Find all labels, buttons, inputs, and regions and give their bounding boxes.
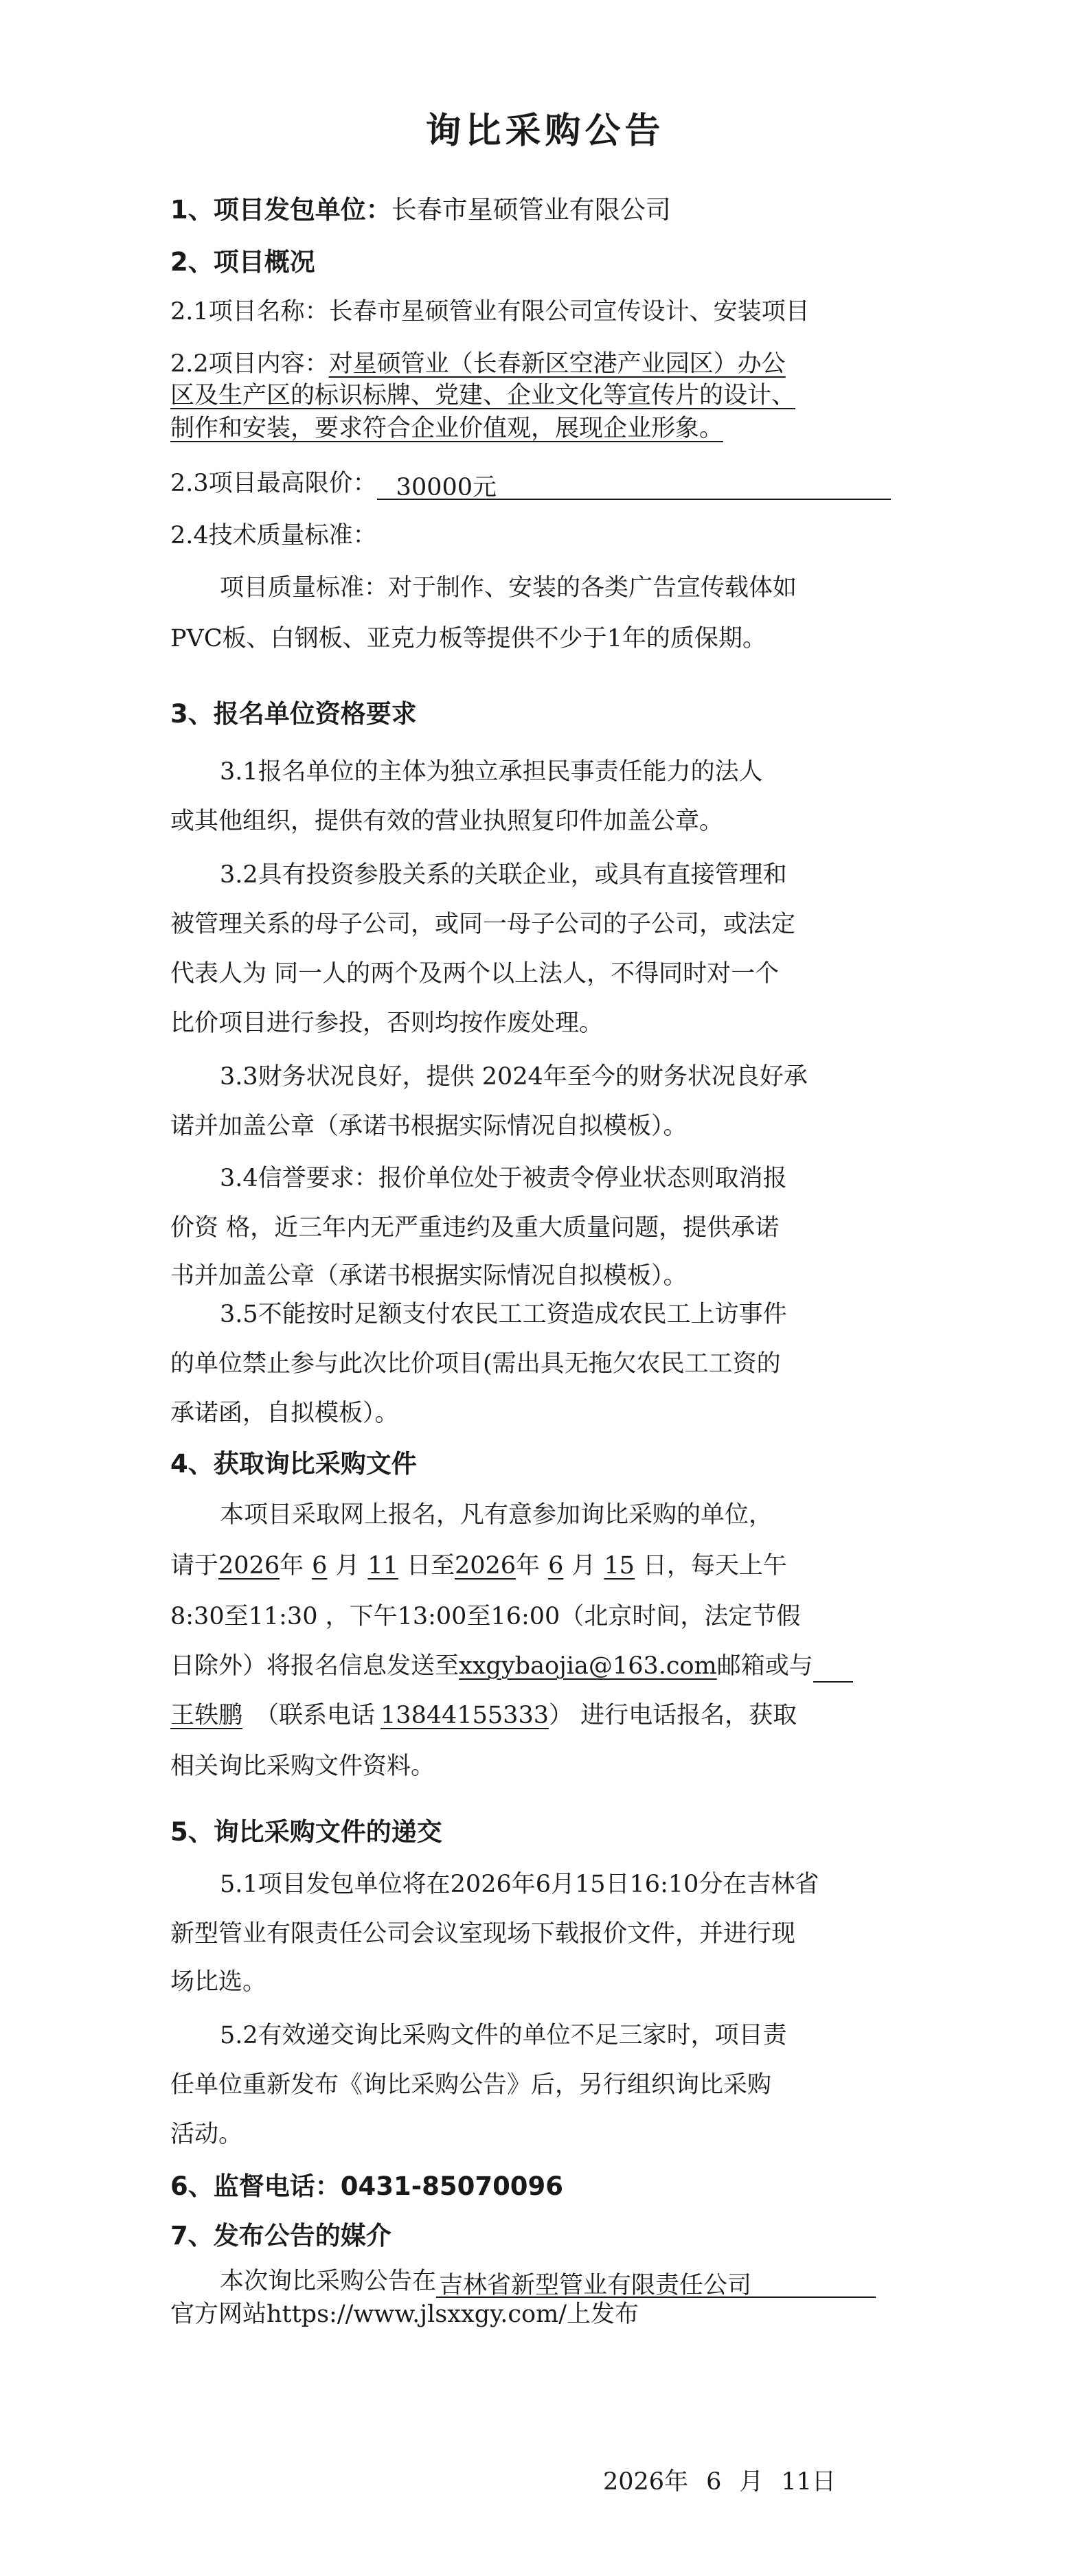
quality-standard-line-1: 项目质量标准：对于制作、安装的各类广告宣传载体如 <box>220 574 797 602</box>
price-limit-value: 30000元 <box>396 474 497 501</box>
submission-5-2-line-2: 任单位重新发布《询比采购公告》后，另行组织询比采购 <box>170 2071 772 2099</box>
date-day: 11 <box>781 2468 812 2496</box>
media-line-2: 官方网站https://www.jlsxxgy.com/上发布 <box>170 2301 639 2328</box>
start-day: 11 <box>367 1552 398 1580</box>
owner-value: 长春市星硕管业有限公司 <box>391 195 671 225</box>
price-limit-label: 2.3项目最高限价： <box>170 470 377 497</box>
year-char: 年 <box>280 1552 304 1580</box>
contact-phone: 13844155333 <box>381 1702 549 1729</box>
submission-5-1-line-2: 新型管业有限责任公司会议室现场下载报价文件，并进行现 <box>170 1920 796 1948</box>
project-content-line-3: 制作和安装，要求符合企业价值观，展现企业形象。 <box>170 415 724 442</box>
requirement-3-3-line-1: 3.3财务状况良好，提供 2024年至今的财务状况良好承 <box>220 1063 808 1091</box>
requirement-3-3-line-2: 诺并加盖公章（承诺书根据实际情况自拟模板）。 <box>170 1113 688 1140</box>
requirement-3-1-line-2: 或其他组织，提供有效的营业执照复印件加盖公章。 <box>170 808 724 835</box>
section-5-heading: 5、询比采购文件的递交 <box>170 1817 442 1847</box>
day-to-text: 日至 <box>406 1552 455 1580</box>
contact-person: 王轶鹏 <box>170 1702 243 1729</box>
requirement-3-5-line-1: 3.5不能按时足额支付农民工工资造成农民工上访事件 <box>220 1301 787 1328</box>
requirement-3-2-line-2: 被管理关系的母子公司，或同一母子公司的子公司，或法定 <box>170 911 796 938</box>
requirement-3-4-line-2: 价资 格，近三年内无严重违约及重大质量问题，提供承诺 <box>170 1214 780 1242</box>
requirement-3-4-line-1: 3.4信誉要求：报价单位处于被责令停业状态则取消报 <box>220 1165 787 1192</box>
obtain-text: 邮箱或与 <box>716 1652 813 1680</box>
obtain-text: 请于 <box>170 1552 219 1580</box>
date-year-char: 年 <box>664 2468 689 2496</box>
section-6-supervision-phone <box>170 2170 563 2203</box>
obtain-docs-line-1: 本项目采取网上报名，凡有意参加询比采购的单位， <box>220 1501 773 1529</box>
start-year: 2026 <box>218 1552 280 1580</box>
quality-standard-label: 2.4技术质量标准： <box>170 522 377 549</box>
publish-date <box>603 2465 836 2498</box>
requirement-3-5-line-3: 承诺函，自拟模板）。 <box>170 1400 399 1427</box>
obtain-docs-line-6: 相关询比采购文件资料。 <box>170 1753 435 1780</box>
submission-5-1-line-1: 5.1项目发包单位将在2026年6月15日16:10分在吉林省 <box>220 1871 819 1898</box>
obtain-text: 日，每天上午 <box>642 1552 787 1580</box>
month-char: 月 <box>335 1552 360 1580</box>
media-name: 吉林省新型管业有限责任公司 <box>439 2272 752 2299</box>
requirement-3-5-line-2: 的单位禁止参与此次比价项目(需出具无拖欠农民工工资的 <box>170 1350 781 1378</box>
submission-5-2-line-3: 活动。 <box>170 2121 243 2148</box>
requirement-3-2-line-4: 比价项目进行参投，否则均按作废处理。 <box>170 1010 604 1037</box>
price-limit-field <box>377 471 891 500</box>
page-title: 询比采购公告 <box>425 111 665 152</box>
obtain-docs-line-2 <box>170 1549 787 1582</box>
project-content <box>170 347 786 380</box>
year-char: 年 <box>516 1552 541 1580</box>
blank-underline <box>813 1654 853 1683</box>
date-month-char: 月 <box>739 2468 764 2496</box>
date-day-char: 日 <box>811 2468 836 2496</box>
supervision-phone: 0431-85070096 <box>340 2172 564 2201</box>
requirement-3-4-line-3: 书并加盖公章（承诺书根据实际情况自拟模板）。 <box>170 1262 688 1290</box>
section-4-heading: 4、获取询比采购文件 <box>170 1449 417 1479</box>
section-2-heading: 2、项目概况 <box>170 247 315 277</box>
project-content-line-1: 对星硕管业（长春新区空港产业园区）办公 <box>328 350 786 378</box>
media-field <box>436 2269 876 2298</box>
email-link[interactable]: xxgybaojia@163.com <box>459 1652 717 1680</box>
obtain-text: ） 进行电话报名，获取 <box>548 1702 797 1729</box>
date-month: 6 <box>706 2468 722 2496</box>
end-year: 2026 <box>454 1552 516 1580</box>
supervision-label: 6、监督电话： <box>170 2172 341 2201</box>
section-7-heading: 7、发布公告的媒介 <box>170 2221 391 2250</box>
date-year: 2026 <box>603 2468 665 2496</box>
requirement-3-2-line-1: 3.2具有投资参股关系的关联企业，或具有直接管理和 <box>220 861 787 889</box>
quality-standard-line-2: PVC板、白钢板、亚克力板等提供不少于1年的质保期。 <box>170 625 767 652</box>
end-day: 15 <box>604 1552 635 1580</box>
submission-5-2-line-1: 5.2有效递交询比采购文件的单位不足三家时，项目责 <box>220 2022 787 2049</box>
price-limit <box>170 467 891 500</box>
section-1-owner <box>170 194 671 227</box>
media-line-1 <box>220 2265 876 2298</box>
submission-5-1-line-3: 场比选。 <box>170 1968 267 1996</box>
owner-label: 1、项目发包单位： <box>170 195 391 225</box>
end-month: 6 <box>548 1552 564 1580</box>
section-3-heading: 3、报名单位资格要求 <box>170 699 417 729</box>
requirement-3-2-line-3: 代表人为 同一人的两个及两个以上法人，不得同时对一个 <box>170 960 780 988</box>
obtain-docs-line-4 <box>170 1650 853 1683</box>
project-content-line-2: 区及生产区的标识标牌、党建、企业文化等宣传片的设计、 <box>170 382 796 409</box>
obtain-text: （联系电话 <box>255 1702 376 1729</box>
project-content-label: 2.2项目内容： <box>170 350 329 378</box>
start-month: 6 <box>312 1552 328 1580</box>
requirement-3-1-line-1: 3.1报名单位的主体为独立承担民事责任能力的法人 <box>220 758 763 786</box>
obtain-docs-line-5 <box>170 1699 797 1732</box>
project-name: 2.1项目名称：长春市星硕管业有限公司宣传设计、安装项目 <box>170 298 810 326</box>
obtain-text: 日除外）将报名信息发送至 <box>170 1652 459 1680</box>
media-prefix: 本次询比采购公告在 <box>220 2268 437 2295</box>
obtain-docs-line-3: 8:30至11:30 ，下午13:00至16:00（北京时间，法定节假 <box>170 1603 801 1630</box>
month-char: 月 <box>571 1552 596 1580</box>
